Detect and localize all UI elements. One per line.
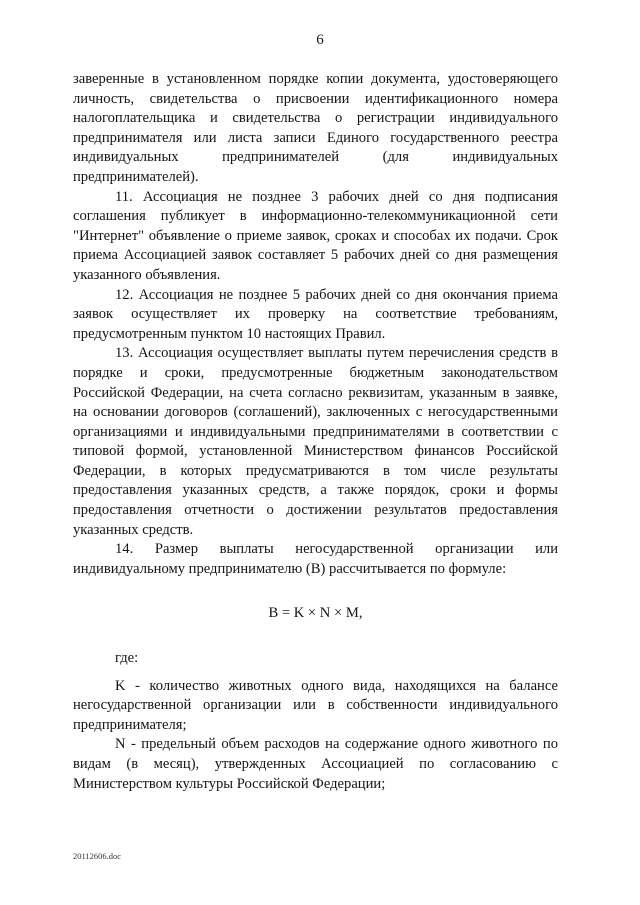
paragraph-13: 13. Ассоциация осуществляет выплаты путем перечисления средств в порядке и сроки, предусмотренные бюджетным законодательством Российской Федерации, на счета согласно реквизитам, указанным в заявке, на основании договоров (соглашений), заключенных с негосударственными организациями и индивидуальными предпринимателями в соответствии с типовой формой, установленной Министерством финансов Российской Федерации, в которых предусматриваются в том числе результаты предоставления указанных средств, а также порядок, сроки и формы предоставления отчетности о достижении результатов предоставления указанных средств.	[73, 345, 558, 538]
paragraph-12: 12. Ассоциация не позднее 5 рабочих дней со дня окончания приема заявок осуществляет их проверку на соответствие требованиям, предусмотренным пунктом 10 настоящих Правил.	[73, 286, 558, 342]
definition-n: N - предельный объем расходов на содержание одного животного по видам (в месяц), утвержденных Ассоциацией по согласованию с Министерством культуры Российской Федерации;	[73, 736, 558, 792]
paragraph-14: 14. Размер выплаты негосударственной организации или индивидуальному предпринимателю (B) рассчитывается по формуле:	[73, 541, 558, 577]
where-label: где:	[115, 650, 139, 667]
document-body	[73, 70, 558, 794]
definition-k: K - количество животных одного вида, находящихся на балансе негосударственной организации или в собственности индивидуального предпринимателя;	[73, 677, 558, 733]
page-number: 6	[316, 32, 324, 48]
formula: B = K × N × M,	[268, 605, 363, 622]
paragraph-11: 11. Ассоциация не позднее 3 рабочих дней со дня подписания соглашения публикует в информационно-телекоммуникационной сети "Интернет" объявление о приеме заявок, сроках и способах их подачи. Срок приема Ассоциацией заявок составляет 5 рабочих дней со дня размещения указанного объявления.	[73, 188, 558, 283]
footer-filename: 20112606.doc	[73, 851, 122, 861]
paragraph-continuation: заверенные в установленном порядке копии документа, удостоверяющего личность, свидетельства о присвоении идентификационного номера налогоплательщика и свидетельства о регистрации индивидуального предпринимателя или листа записи Единого государственного реестра индивидуальных предпринимателей (для индивидуальных предпринимателей).	[73, 71, 558, 185]
